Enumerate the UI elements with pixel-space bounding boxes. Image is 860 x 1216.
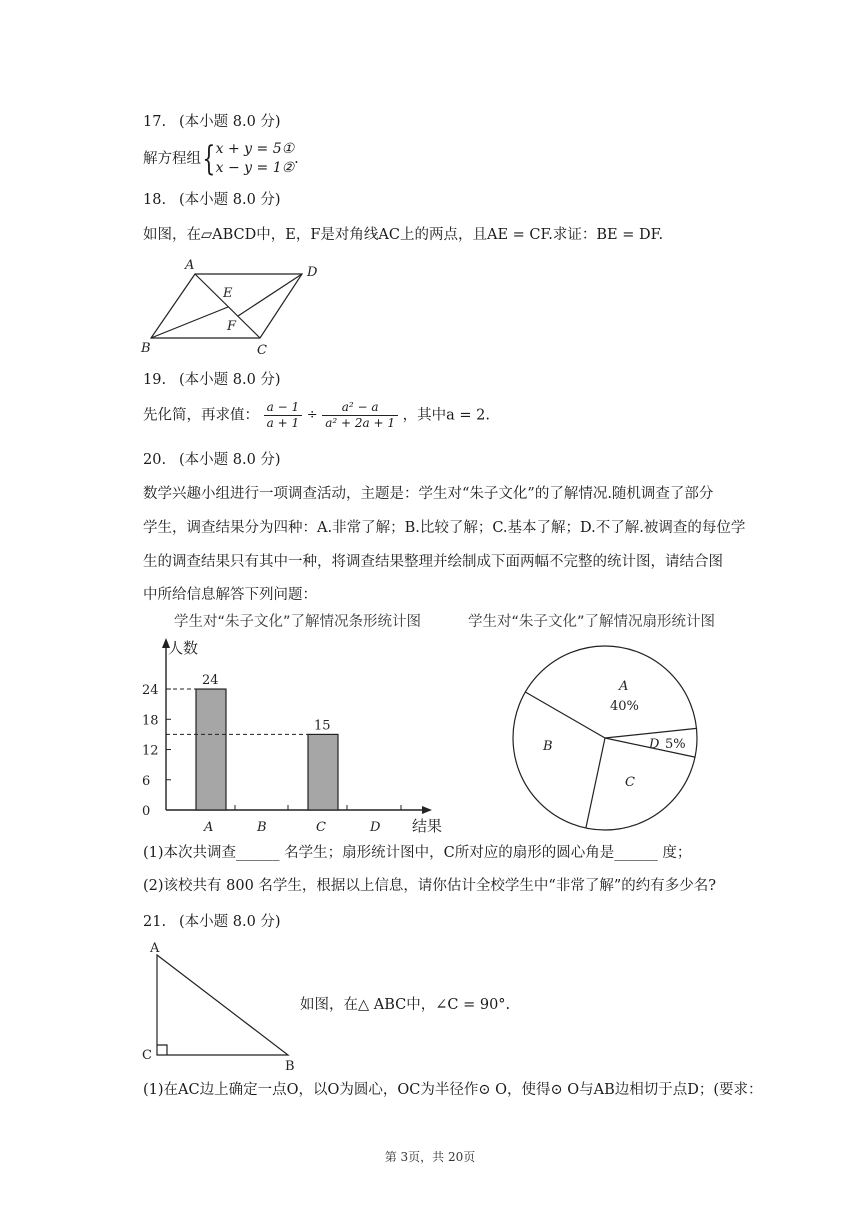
q20-points: (本小题 8.0 分) [179, 452, 281, 468]
q19-operator: ÷ [306, 407, 318, 423]
pie-chart-slices [513, 646, 697, 830]
q17-header [143, 112, 281, 132]
pie-slice-boundary [525, 692, 605, 738]
q17-brace: { [202, 139, 216, 179]
label-a: A [185, 258, 195, 273]
q19-fraction-1 [264, 400, 302, 431]
bar-chart [140, 608, 460, 838]
label-e: E [223, 286, 233, 301]
q19-suffix: ，其中a = 2. [402, 407, 490, 424]
q19-body [143, 400, 490, 438]
segment-df [238, 274, 302, 316]
bar-data-label: 24 [202, 673, 219, 689]
pie-chart [460, 608, 760, 838]
bar-y-tick-label: 12 [142, 743, 159, 759]
q20-sub2: (2)该校共有 800 名学生，根据以上信息，请你估计全校学生中“非常了解”的约有多少名? [143, 878, 717, 894]
q20-number: 20. [143, 452, 167, 468]
q21-text: 如图，在△ ABC中，∠C = 90°. [300, 997, 511, 1013]
q20-para-line-3: 生的调查结果只有其中一种，将调查结果整理并绘制成下面两幅不完整的统计图，请结合图 [143, 554, 723, 570]
bar-x-tick-label: D [370, 820, 381, 835]
q19-header [143, 370, 281, 390]
q20-para-line-1: 数学兴趣小组进行一项调查活动，主题是：学生对“朱子文化”的了解情况.随机调查了部分 [143, 486, 714, 502]
bar-c [308, 734, 338, 810]
tri-label-c: C [142, 1048, 152, 1063]
pie-slice-boundary [586, 738, 605, 828]
pie-slice-a-percent: 40% [610, 699, 639, 714]
parallelogram-figure [135, 255, 335, 360]
triangle-abc [157, 955, 288, 1055]
q17-system [216, 140, 295, 178]
pie-slice-d-percent: 5% [665, 737, 686, 752]
tri-label-a: A [150, 941, 160, 956]
bar-data-label: 15 [314, 718, 331, 734]
bar-y-tick-label: 24 [142, 683, 159, 699]
pie-slice-b-label: B [543, 739, 553, 754]
bar-chart-bars [166, 673, 338, 810]
q17-eq2: x − y = 1② [215, 160, 295, 176]
q18-text: 如图，在▱ABCD中，E，F是对角线AC上的两点，且AE = CF.求证：BE = DF. [143, 227, 664, 243]
tri-label-b: B [285, 1059, 295, 1074]
bar-y-tick-label: 6 [142, 773, 151, 789]
bar-chart-title: 学生对“朱子文化”了解情况条形统计图 [174, 614, 422, 630]
bar-chart-ylabel: 人数 [168, 639, 199, 657]
q18-number: 18. [143, 192, 167, 208]
bar-y-tick-label: 0 [142, 804, 151, 819]
label-b: B [141, 341, 151, 356]
segment-be [151, 307, 228, 338]
q19-prefix: 先化简，再求值： [143, 407, 259, 424]
q18-points: (本小题 8.0 分) [179, 192, 281, 208]
q19-fraction-2 [322, 400, 398, 431]
q20-header [143, 450, 281, 470]
label-d: D [307, 265, 318, 280]
q19-points: (本小题 8.0 分) [179, 372, 281, 388]
q21-sub1: (1)在AC边上确定一点O，以O为圆心，OC为半径作⊙ O，使得⊙ O与AB边相切于点D；(要求： [143, 1082, 763, 1098]
label-c: C [257, 343, 267, 358]
pie-slice-a-label: A [619, 679, 629, 694]
page-footer: 第 3页，共 20页 [384, 1150, 476, 1164]
q19-number: 19. [143, 372, 167, 388]
bar-y-tick-label: 18 [142, 713, 159, 729]
bar-x-tick-label: C [316, 820, 326, 835]
pie-chart-title: 学生对“朱子文化”了解情况扇形统计图 [468, 614, 716, 630]
bar-chart-xlabel: 结果 [412, 817, 443, 835]
label-f: F [227, 319, 237, 334]
q21-header [143, 912, 281, 932]
bar-x-tick-label: A [204, 820, 214, 835]
q17-eq1: x + y = 5① [215, 141, 295, 157]
bar-x-tick-label: B [257, 820, 267, 835]
q19-frac2-den: a² + 2a + 1 [325, 416, 395, 430]
right-triangle-figure [140, 940, 305, 1075]
bar-a [196, 689, 226, 810]
q20-para-line-4: 中所给信息解答下列问题： [143, 587, 317, 603]
right-angle-mark [157, 1045, 167, 1055]
pie-slice-c-label: C [625, 775, 635, 790]
bar-x-arrow [422, 806, 432, 814]
q17-prompt: 解方程组 [143, 151, 201, 167]
q21-number: 21. [143, 914, 167, 930]
q17-points: (本小题 8.0 分) [179, 114, 281, 130]
bar-chart-axes [142, 638, 432, 835]
q17-number: 17. [143, 114, 167, 130]
q20-sub1: (1)本次共调查______ 名学生；扇形统计图中，C所对应的扇形的圆心角是______ 度； [143, 845, 692, 861]
q18-header [143, 190, 281, 210]
q17-body [143, 140, 299, 180]
q20-para-line-2: 学生，调查结果分为四种：A.非常了解；B.比较了解；C.基本了解；D.不了解.被调查的每位学 [143, 520, 746, 536]
q19-frac2-num: a² − a [322, 400, 398, 416]
q19-frac1-num: a − 1 [264, 400, 302, 416]
q21-points: (本小题 8.0 分) [179, 914, 281, 930]
q19-frac1-den: a + 1 [266, 416, 300, 430]
q17-tail: . [294, 151, 299, 167]
pie-slice-d-label: D [649, 737, 660, 752]
